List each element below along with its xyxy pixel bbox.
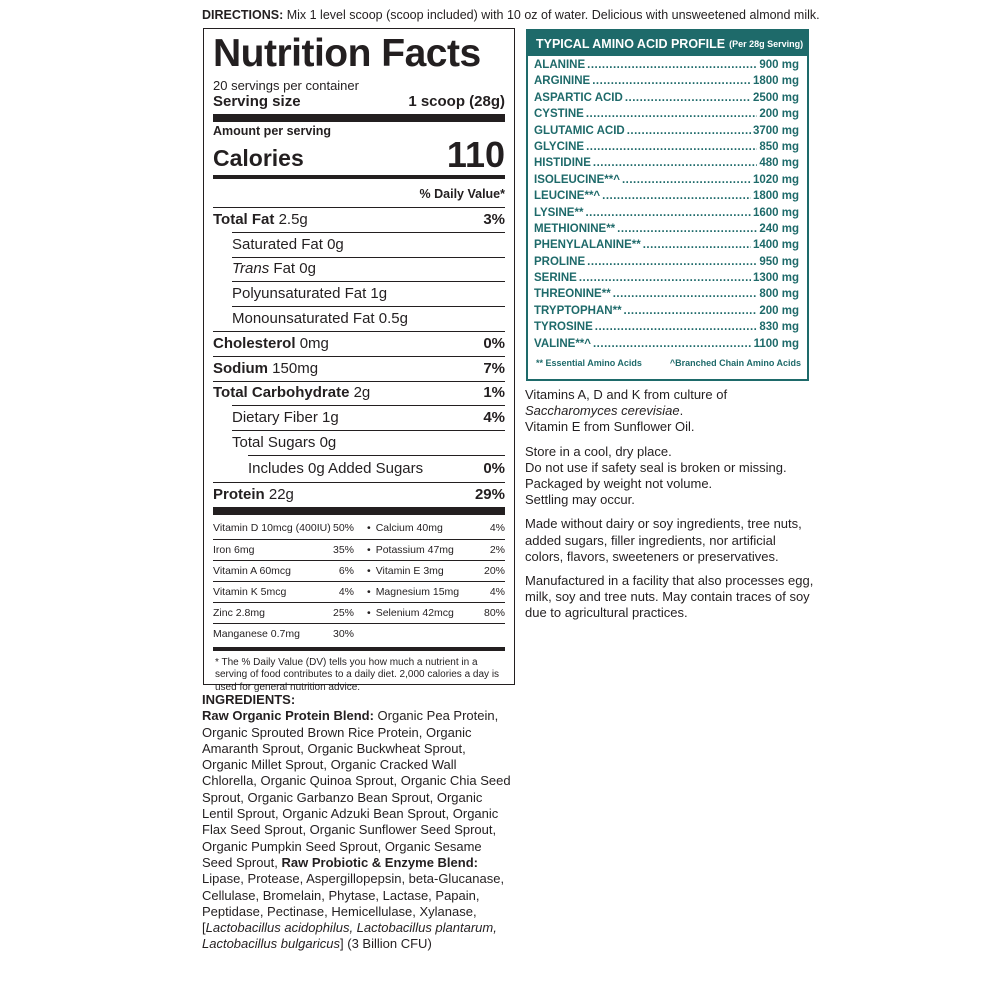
amino-acid-row xyxy=(534,157,799,173)
culture-name: Saccharomyces cerevisiae xyxy=(525,403,680,419)
nutrient-amount: 2g xyxy=(353,384,371,402)
nutrient-amount: 22g xyxy=(268,485,294,503)
nutrient-name: Monounsaturated Fat xyxy=(232,310,375,328)
amino-subtitle: (Per 28g Serving) xyxy=(729,38,804,49)
amino-acid-name: LYSINE** xyxy=(534,206,584,219)
nutrient-row-total-carbohydrate xyxy=(213,381,505,406)
amino-acid-row xyxy=(534,305,799,321)
dot-leader xyxy=(587,256,757,268)
facility-note: Manufactured in a facility that also processes egg, milk, soy and tree nuts. May contain traces of soy due to agricultural practices. xyxy=(525,573,814,621)
protein-blend-label: Raw Organic Protein Blend: xyxy=(202,708,374,724)
nutrient-amount: Fat 0g xyxy=(273,260,316,278)
vitamin-row xyxy=(213,518,505,539)
ingredients-title: INGREDIENTS: xyxy=(202,692,296,707)
dot-leader xyxy=(585,207,751,219)
vitamin-pct: 80% xyxy=(483,606,505,619)
amino-acid-name: TYROSINE xyxy=(534,321,593,334)
vitamin-name: Iron 6mg xyxy=(213,543,255,556)
nutrient-rows xyxy=(213,207,505,507)
amino-acid-value: 850 mg xyxy=(759,140,799,153)
nutrient-row-protein xyxy=(213,482,505,507)
nutrient-row-trans-fat xyxy=(213,257,505,282)
amino-acid-value: 3700 mg xyxy=(752,124,799,137)
daily-value-footnote: * The % Daily Value (DV) tells you how much a nutrient in a serving of food contributes to a daily diet. 2,000 calories a day is used for general nutrition advice. xyxy=(215,656,500,693)
ingredients-text xyxy=(202,708,514,952)
bullet: • xyxy=(367,606,371,619)
amino-acid-name: ASPARTIC ACID xyxy=(534,91,623,104)
dot-leader xyxy=(586,141,757,153)
calories-value: 110 xyxy=(446,134,505,175)
amino-acid-value: 950 mg xyxy=(759,255,799,268)
enzyme-blend-label: Raw Probiotic & Enzyme Blend: xyxy=(281,854,478,870)
nutrient-amount: 1g xyxy=(370,285,388,303)
amino-acid-row xyxy=(534,239,799,255)
culture-period: . xyxy=(679,403,684,419)
amino-acid-value: 900 mg xyxy=(759,59,799,71)
amino-acid-name: THREONINE** xyxy=(534,288,611,301)
dot-leader xyxy=(595,321,758,333)
nutrient-name: Saturated Fat xyxy=(232,235,323,253)
dot-leader xyxy=(587,59,757,71)
amino-acid-name: CYSTINE xyxy=(534,108,584,121)
divider-thick xyxy=(213,114,505,122)
amino-acid-profile-header xyxy=(528,31,807,56)
nutrient-pct: 0% xyxy=(483,459,505,477)
nutrient-name: Dietary Fiber xyxy=(232,409,318,427)
amino-acid-row xyxy=(534,108,799,124)
vitamin-pct: 50% xyxy=(332,522,354,535)
nutrient-row-total-fat xyxy=(213,207,505,232)
bullet: • xyxy=(367,564,371,577)
nutrient-amount: 0.5g xyxy=(378,310,408,328)
nutrient-amount: 2.5g xyxy=(278,210,308,228)
made-without-note: Made without dairy or soy ingredients, tree nuts, added sugars, filler ingredients, nor artificial colors, flavors, sweeteners or preservatives. xyxy=(525,516,802,564)
nutrient-name: Includes 0g Added Sugars xyxy=(248,459,424,477)
vitamins-minerals xyxy=(213,518,505,644)
amino-acid-name: GLUTAMIC ACID xyxy=(534,124,625,137)
directions-label: DIRECTIONS: xyxy=(202,8,284,22)
vitamin-row xyxy=(213,560,505,581)
dot-leader xyxy=(592,75,751,87)
vitamin-source-note xyxy=(525,387,815,436)
nutrient-name: Sodium xyxy=(213,359,268,377)
enzyme-blend-list: Lipase, Protease, Aspergillopepsin, beta-Glucanase, Cellulase, Bromelain, Phytase, Lactase, Papain, Peptidase, Pectinase, Hemicellulase, Xylanase, [ xyxy=(202,871,505,936)
vitamin-row xyxy=(213,602,505,623)
nutrient-row-polyunsaturated-fat xyxy=(213,281,505,306)
dot-leader xyxy=(586,108,758,120)
vitamin-pct: 30% xyxy=(332,627,354,640)
amino-acid-value: 240 mg xyxy=(759,222,799,235)
amino-acid-name: PHENYLALANINE** xyxy=(534,239,641,252)
nutrient-pct: 4% xyxy=(483,409,505,427)
nutrient-amount: 1g xyxy=(322,409,339,427)
amino-acid-row xyxy=(534,92,799,108)
daily-value-header: % Daily Value* xyxy=(419,187,505,201)
vitamin-pct: 4% xyxy=(489,585,505,598)
vitamin-name: Magnesium 15mg xyxy=(375,585,460,598)
nutrient-pct: 3% xyxy=(483,210,505,228)
amino-acid-row xyxy=(534,207,799,223)
amino-acid-name: GLYCINE xyxy=(534,140,585,153)
serving-size-row xyxy=(213,93,505,111)
nutrient-name: Polyunsaturated Fat xyxy=(232,285,367,303)
amino-acid-value: 480 mg xyxy=(759,157,799,170)
amino-acid-name: SERINE xyxy=(534,272,577,285)
vitamin-e-source: Vitamin E from Sunflower Oil. xyxy=(525,419,695,435)
amino-acid-value: 830 mg xyxy=(759,321,799,334)
dot-leader xyxy=(625,92,751,104)
amino-acid-name: ISOLEUCINE**^ xyxy=(534,173,620,186)
nutrient-pct: 0% xyxy=(483,334,505,352)
amount-per-serving: Amount per serving xyxy=(213,124,332,138)
cfu-count: ] (3 Billion CFU) xyxy=(340,936,432,952)
nutrient-amount: 0g xyxy=(319,434,337,452)
nutrient-name: Trans xyxy=(232,260,270,278)
nutrient-row-sodium xyxy=(213,356,505,381)
settling-line: Settling may occur. xyxy=(525,492,635,508)
vitamin-name: Vitamin D 10mcg (400IU) xyxy=(213,522,331,535)
amino-acid-row xyxy=(534,223,799,239)
calories-row xyxy=(213,134,505,175)
amino-acid-row xyxy=(534,141,799,157)
dot-leader xyxy=(593,157,757,169)
amino-acid-name: VALINE**^ xyxy=(534,337,591,350)
vitamin-name: Selenium 42mcg xyxy=(375,606,454,619)
dot-leader xyxy=(613,288,758,300)
protein-blend-list: Organic Pea Protein, Organic Sprouted Brown Rice Protein, Organic Amaranth Sprout, Organic Buckwheat Sprout, Organic Millet Sprout, Organic Cracked Wall Chlorella, Organic Quinoa Sprout, Organic Chia Seed Sprout, Organic Garbanzo Bean Sprout, Organic Lentil Sprout, Organic Adzuki Bean Sprout, Organic Flax Seed Sprout, Organic Sunflower Seed Sprout, Organic Pumpkin Seed Sprout, Organic Sesame Seed Sprout, xyxy=(202,708,511,870)
dot-leader xyxy=(622,174,751,186)
vitamin-name: Vitamin A 60mcg xyxy=(213,564,292,577)
amino-acid-row xyxy=(534,256,799,272)
servings-per-container: 20 servings per container xyxy=(213,78,359,93)
amino-title: TYPICAL AMINO ACID PROFILE xyxy=(536,36,726,51)
vitamin-row xyxy=(213,539,505,560)
vitamin-name: Potassium 47mg xyxy=(375,543,454,556)
divider-medium xyxy=(213,175,505,179)
divider-thick xyxy=(213,507,505,515)
nutrient-row-saturated-fat xyxy=(213,232,505,257)
amino-acid-row xyxy=(534,174,799,190)
vitamin-row xyxy=(213,581,505,602)
nutrient-name: Cholesterol xyxy=(213,334,296,352)
amino-acid-name: LEUCINE**^ xyxy=(534,190,601,203)
amino-acid-row xyxy=(534,288,799,304)
nutrient-pct: 29% xyxy=(474,485,505,503)
vitamin-name: Vitamin E 3mg xyxy=(375,564,444,577)
amino-acid-value: 2500 mg xyxy=(752,91,799,104)
nutrient-amount: 150mg xyxy=(272,359,319,377)
amino-acid-value: 1020 mg xyxy=(752,173,799,186)
dot-leader xyxy=(602,190,751,202)
amino-acid-name: ALANINE xyxy=(534,59,586,71)
bullet: • xyxy=(367,522,371,535)
nutrition-facts-panel xyxy=(203,28,515,693)
bullet: • xyxy=(367,543,371,556)
amino-acid-name: ARGININE xyxy=(534,75,591,88)
amino-acid-name: METHIONINE** xyxy=(534,222,616,235)
nutrient-pct: 7% xyxy=(483,359,505,377)
amino-acid-value: 1800 mg xyxy=(752,190,799,203)
product-notes xyxy=(525,387,815,630)
amino-acid-row xyxy=(534,338,799,354)
branched-chain-note: ^Branched Chain Amino Acids xyxy=(669,358,801,369)
nutrient-pct: 1% xyxy=(483,384,505,402)
amino-acid-row xyxy=(534,272,799,288)
vitamin-pct: 25% xyxy=(332,606,354,619)
amino-acid-value: 1300 mg xyxy=(752,272,799,285)
store-line: Store in a cool, dry place. xyxy=(525,443,672,459)
nutrient-name: Total Carbohydrate xyxy=(213,384,350,402)
vitamin-name: Zinc 2.8mg xyxy=(213,606,265,619)
vitamin-name: Calcium 40mg xyxy=(375,522,443,535)
amino-acid-name: HISTIDINE xyxy=(534,157,591,170)
amino-acid-list xyxy=(528,56,807,354)
nutrition-facts-title: Nutrition Facts xyxy=(213,32,481,75)
amino-acid-value: 200 mg xyxy=(759,304,799,317)
nutrient-row-added-sugars xyxy=(213,455,505,482)
amino-acid-value: 1100 mg xyxy=(753,337,799,350)
nutrient-amount: 0g xyxy=(327,235,344,253)
nutrient-row-cholesterol xyxy=(213,331,505,356)
nutrient-name: Total Sugars xyxy=(232,434,316,452)
directions xyxy=(202,7,842,23)
amino-acid-value: 200 mg xyxy=(759,108,799,121)
essential-amino-note: ** Essential Amino Acids xyxy=(536,358,642,369)
amino-acid-value: 1600 mg xyxy=(752,206,799,219)
dot-leader xyxy=(579,272,751,284)
amino-acid-value: 1800 mg xyxy=(752,75,799,88)
amino-footnotes xyxy=(528,354,807,368)
nutrient-row-dietary-fiber xyxy=(213,405,505,430)
amino-acid-profile-panel xyxy=(526,29,809,381)
dot-leader xyxy=(617,223,757,235)
nutrient-row-monounsaturated-fat xyxy=(213,306,505,331)
amino-acid-row xyxy=(534,190,799,206)
nutrient-name: Total Fat xyxy=(213,210,275,228)
amino-acid-name: TRYPTOPHAN** xyxy=(534,304,622,317)
dot-leader xyxy=(593,338,752,350)
vitamin-row xyxy=(213,623,505,644)
storage-note xyxy=(525,444,815,509)
amino-acid-row xyxy=(534,125,799,141)
vitamin-pct: 4% xyxy=(489,522,505,535)
vitamin-pct: 6% xyxy=(338,564,354,577)
nutrient-name: Protein xyxy=(213,485,265,503)
dot-leader xyxy=(627,125,751,137)
probiotic-cultures: Lactobacillus acidophilus, Lactobacillus plantarum, Lactobacillus bulgaricus xyxy=(202,920,497,952)
amino-acid-row xyxy=(534,75,799,91)
nutrient-amount: 0mg xyxy=(299,334,329,352)
serving-size-label: Serving size xyxy=(213,93,301,110)
vitamin-source-line1: Vitamins A, D and K from culture of xyxy=(525,387,728,402)
bullet: • xyxy=(367,585,371,598)
calories-label: Calories xyxy=(213,145,304,171)
vitamin-name: Manganese 0.7mg xyxy=(213,627,300,640)
serving-size-value: 1 scoop (28g) xyxy=(408,93,505,110)
amino-acid-value: 800 mg xyxy=(759,288,799,301)
ingredients xyxy=(202,692,514,953)
vitamin-name: Vitamin K 5mcg xyxy=(213,585,287,598)
vitamin-pct: 2% xyxy=(489,543,505,556)
directions-text: Mix 1 level scoop (scoop included) with 10 oz of water. Delicious with unsweetened almond milk. xyxy=(283,8,820,22)
amino-acid-value: 1400 mg xyxy=(752,239,799,252)
amino-acid-name: PROLINE xyxy=(534,255,586,268)
vitamin-pct: 35% xyxy=(332,543,354,556)
amino-acid-row xyxy=(534,321,799,337)
vitamin-pct: 4% xyxy=(338,585,354,598)
vitamin-pct: 20% xyxy=(483,564,505,577)
dot-leader xyxy=(624,305,758,317)
nutrient-row-total-sugars xyxy=(213,430,505,455)
amino-acid-row xyxy=(534,59,799,75)
seal-line: Do not use if safety seal is broken or missing. xyxy=(525,459,787,475)
weight-line: Packaged by weight not volume. xyxy=(525,476,713,492)
dot-leader xyxy=(643,239,751,251)
